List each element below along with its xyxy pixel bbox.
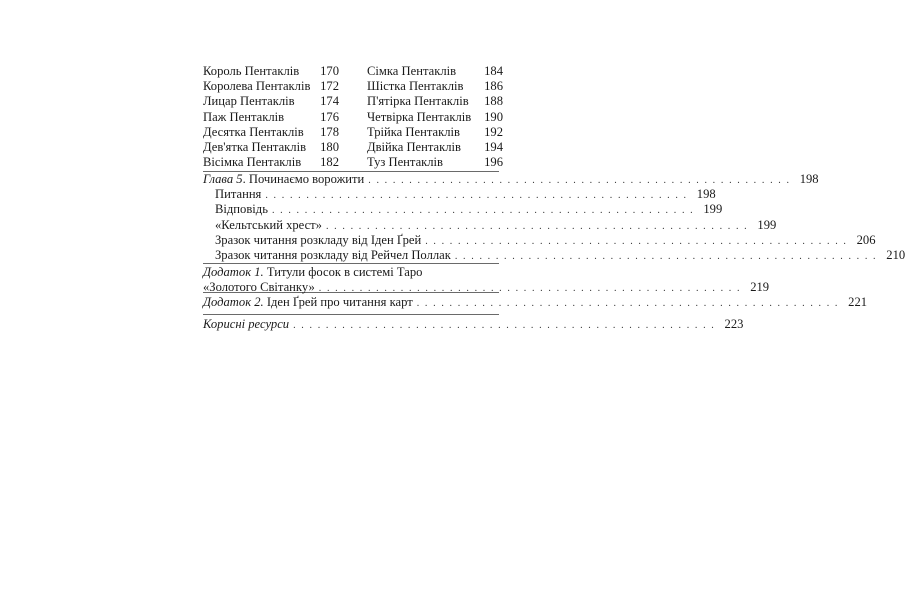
- card-name: Сімка Пентаклів: [367, 64, 457, 78]
- toc-subentry: [203, 247, 905, 263]
- leader-dots: . . . . . . . . . . . . . . . . . . . . . . . . . . . . . . . . . . . . . . . . . . . . . . . . . . . .: [325, 220, 749, 232]
- card-column-right: [367, 64, 503, 170]
- subentry-page: 206: [856, 232, 876, 247]
- card-entry: [367, 155, 503, 170]
- chapter-5-title: [203, 172, 364, 187]
- resources-title: Корисні ресурси: [203, 317, 290, 331]
- subentry-title: Відповідь: [215, 202, 268, 217]
- toc-subentry: [203, 232, 876, 248]
- card-page: 182: [320, 155, 339, 170]
- card-column-left: [203, 64, 339, 170]
- leader-dots: . . . . . . . . . . . . . . . . . . . . . . . . . . . . . . . . . . . . . . . . . . . . . . . . . . . .: [318, 283, 742, 295]
- toc-subentry: [203, 187, 716, 202]
- card-entry: [203, 79, 339, 94]
- toc-subentry: [203, 217, 777, 233]
- card-name: Лицар Пентаклів: [203, 94, 295, 109]
- appendix-2-section: [203, 295, 868, 310]
- subentry-title: «Кельтський хрест»: [215, 217, 322, 232]
- card-entry: [203, 94, 339, 109]
- section-divider: [203, 314, 499, 315]
- card-page: 184: [484, 64, 503, 78]
- leader-dots: . . . . . . . . . . . . . . . . . . . . . . . . . . . . . . . . . . . . . . . . . . . . . . . . . . . .: [454, 250, 878, 262]
- card-name: Трійка Пентаклів: [367, 124, 460, 139]
- card-page: 194: [484, 139, 503, 154]
- chapter-5-page: 198: [799, 172, 819, 186]
- toc-subentry: [203, 202, 723, 217]
- card-entry: [367, 110, 503, 125]
- card-name: Десятка Пентаклів: [203, 124, 304, 139]
- card-page: 178: [320, 124, 339, 139]
- card-name: П'ятірка Пентаклів: [367, 94, 469, 109]
- card-entry: [367, 140, 503, 155]
- card-name: Шістка Пентаклів: [367, 79, 464, 94]
- leader-dots: . . . . . . . . . . . . . . . . . . . . . . . . . . . . . . . . . . . . . . . . . . . . . . . . . . . .: [425, 235, 848, 247]
- subentry-page: 199: [703, 202, 723, 217]
- resources-heading: [203, 317, 744, 332]
- appendix-2-label: [203, 295, 413, 310]
- card-page: 176: [320, 109, 339, 124]
- card-entry: [203, 125, 339, 140]
- subentry-title: Зразок читання розкладу від Іден Ґрей: [215, 232, 422, 247]
- appendix-2-prefix: Додаток 2.: [203, 295, 264, 309]
- card-page: 192: [484, 124, 503, 139]
- appendix-1-second-line: [203, 280, 770, 295]
- card-name: Двійка Пентаклів: [367, 139, 461, 154]
- card-name: Дев'ятка Пентаклів: [203, 139, 307, 154]
- card-page: 170: [320, 64, 339, 78]
- card-page: 174: [320, 94, 339, 109]
- card-page: 196: [484, 155, 503, 170]
- subentry-page: 198: [696, 187, 716, 202]
- resources-section: [203, 317, 744, 332]
- card-name: Четвірка Пентаклів: [367, 109, 472, 124]
- card-list: [203, 64, 503, 172]
- appendix-2-page: 221: [848, 295, 868, 309]
- appendix-1-section: [203, 265, 770, 295]
- card-page: 190: [484, 109, 503, 124]
- card-entry: [203, 155, 339, 170]
- appendix-2-title: Іден Ґрей про читання карт: [263, 295, 413, 309]
- appendix-1-title-continued: «Золотого Світанку»: [203, 280, 315, 295]
- leader-dots: . . . . . . . . . . . . . . . . . . . . . . . . . . . . . . . . . . . . . . . . . . . . . . . . . . . .: [271, 205, 695, 217]
- subentry-title: Зразок читання розкладу від Рейчел Поллак: [215, 247, 451, 262]
- subentry-page: 199: [757, 217, 777, 232]
- leader-dots: . . . . . . . . . . . . . . . . . . . . . . . . . . . . . . . . . . . . . . . . . . . . . . . . . . . .: [265, 190, 688, 202]
- card-name: Туз Пентаклів: [367, 155, 444, 170]
- subentry-page: 210: [886, 247, 905, 262]
- card-entry: [367, 125, 503, 140]
- appendix-1-title: Титули фосок в системі Таро: [263, 265, 423, 279]
- card-name: Паж Пентаклів: [203, 109, 285, 124]
- chapter-5-heading: [203, 172, 819, 187]
- appendix-1-title-line: [203, 265, 499, 280]
- card-entry: [203, 110, 339, 125]
- leader-dots: . . . . . . . . . . . . . . . . . . . . . . . . . . . . . . . . . . . . . . . . . . . . . . . . . . . .: [368, 175, 791, 186]
- chapter-5-prefix: Глава 5: [203, 172, 243, 186]
- appendix-2-heading: [203, 295, 868, 310]
- card-entry: [367, 79, 503, 94]
- appendix-1-prefix: Додаток 1.: [203, 265, 264, 279]
- leader-dots: . . . . . . . . . . . . . . . . . . . . . . . . . . . . . . . . . . . . . . . . . . . . . . . . . . . .: [293, 320, 716, 331]
- card-page: 172: [320, 79, 339, 94]
- card-entry: [367, 94, 503, 109]
- card-entry: [367, 64, 503, 79]
- chapter-5-section: [203, 172, 905, 263]
- chapter-5-name: . Починаємо ворожити: [242, 172, 365, 186]
- card-page: 188: [484, 94, 503, 109]
- subentry-title: Питання: [215, 187, 262, 202]
- card-name: Вісімка Пентаклів: [203, 155, 302, 170]
- card-page: 186: [484, 79, 503, 94]
- appendix-1-page: 219: [750, 280, 770, 295]
- card-entry: [203, 64, 339, 79]
- card-name: Король Пентаклів: [203, 64, 300, 78]
- card-entry: [203, 140, 339, 155]
- resources-page: 223: [724, 317, 744, 331]
- leader-dots: . . . . . . . . . . . . . . . . . . . . . . . . . . . . . . . . . . . . . . . . . . . . . . . . . . . .: [416, 298, 840, 309]
- card-page: 180: [320, 139, 339, 154]
- card-name: Королева Пентаклів: [203, 79, 311, 94]
